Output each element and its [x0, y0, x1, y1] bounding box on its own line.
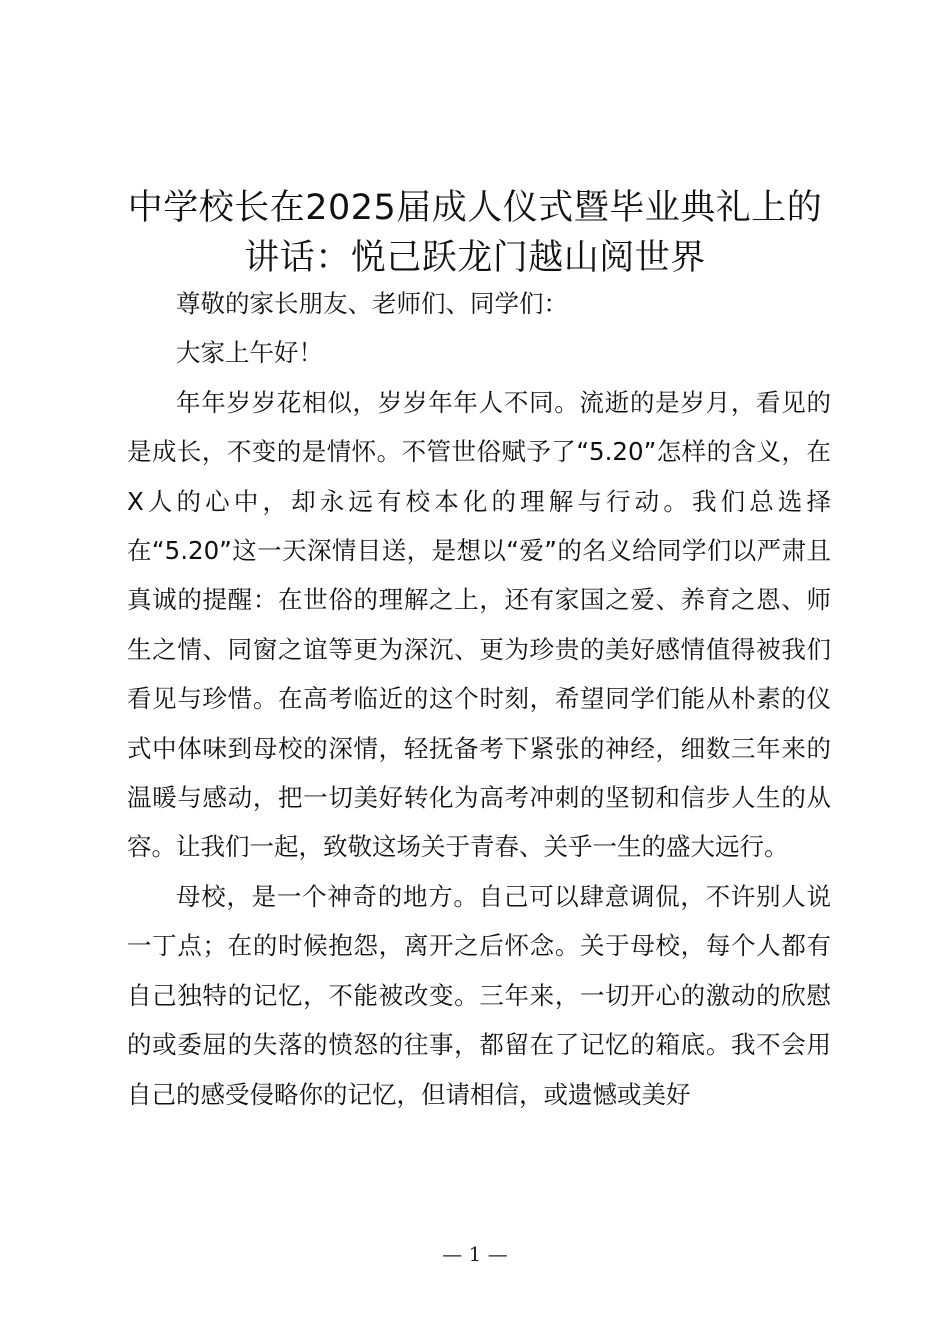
document-body [127, 279, 831, 1119]
title-line-2: 讲话：悦己跃龙门越山阅世界 [244, 238, 706, 278]
document-title [110, 183, 840, 283]
title-line-1: 中学校长在2025届成人仪式暨毕业典礼上的 [127, 188, 823, 228]
salutation-paragraph: 尊敬的家长朋友、老师们、同学们： [176, 289, 568, 318]
body-paragraph: 母校，是一个神奇的地方。自己可以肆意调侃，不许别人说一丁点；在的时候抱怨，离开之后怀念。关于母校，每个人都有自己独特的记忆，不能被改变。三年来，一切开心的激动的欣慰的或委屈的失落的愤怒的往事，都留在了记忆的箱底。我不会用自己的感受侵略你的记忆，但请相信，或遗憾或美好 [127, 881, 831, 1109]
greeting-paragraph: 大家上午好！ [176, 338, 323, 368]
body-paragraph: 年年岁岁花相似，岁岁年年人不同。流逝的是岁月，看见的是成长，不变的是情怀。不管世俗赋予了“5.20”怎样的含义，在X人的心中，却永远有校本化的理解与行动。我们总选择在“5.20”这一天深情目送，是想以“爱”的名义给同学们以严肃且真诚的提醒：在世俗的理解之上，还有家国之爱、养育之恩、师生之情、同窗之谊等更为深沉、更为珍贵的美好感情值得被我们看见与珍惜。在高考临近的这个时刻，希望同学们能从朴素的仪式中体味到母校的深情，轻抚备考下紧张的神经，细数三年来的温暖与感动，把一切美好转化为高考冲刺的坚韧和信步人生的从容。让我们一起，致敬这场关于青春、关乎一生的盛大远行。 [127, 387, 831, 862]
page-number: — 1 — [442, 1242, 508, 1266]
